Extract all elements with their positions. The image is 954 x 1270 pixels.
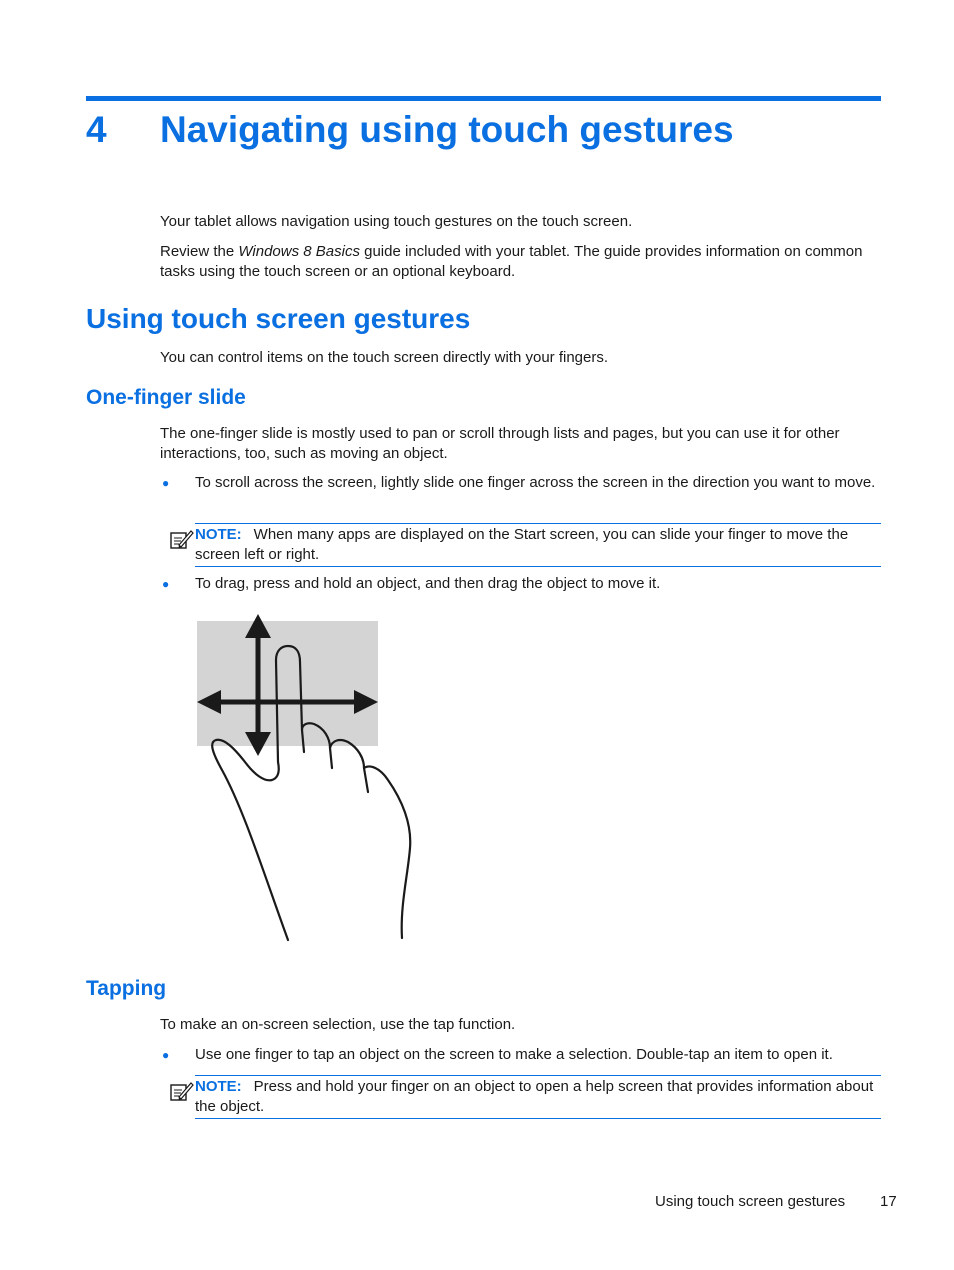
footer-section-name: Using touch screen gestures [655,1193,846,1210]
intro-2-guide-title: Windows 8 Basics [238,243,360,260]
slide-bullet-1: To scroll across the screen, lightly slide one finger across the screen in the direction you want to move. [195,474,876,491]
chapter-title: Navigating using touch gestures [160,109,734,150]
note-text: Press and hold your finger on an object to open a help screen that provides information about the object. [195,1078,874,1115]
slide-note [195,523,881,567]
chapter-rule [86,96,881,101]
note-pencil-icon [170,528,194,550]
slide-intro: The one-finger slide is mostly used to pan or scroll through lists and pages, but you can use it for other interactions, too, such as moving an object. [160,425,840,462]
subsection-title-slide: One-finger slide [86,386,246,409]
bullet-icon: ● [162,577,170,591]
bullet-icon: ● [162,476,170,490]
page-number: 17 [880,1193,897,1210]
section-intro: You can control items on the touch screen directly with your fingers. [160,349,609,366]
section-title: Using touch screen gestures [86,303,471,334]
note-label: NOTE: [195,526,242,543]
chapter-number: 4 [86,109,107,150]
tapping-intro: To make an on-screen selection, use the tap function. [160,1016,516,1033]
one-finger-slide-illustration [192,612,417,944]
note-text: When many apps are displayed on the Start screen, you can slide your finger to move the screen left or right. [195,526,849,563]
intro-2-text-after: guide included with your tablet. The guide provides information on common tasks using the touch screen or an optional keyboard. [160,243,863,280]
intro-2-text-before: Review the [160,243,239,260]
gesture-area [197,621,378,746]
slide-bullet-2: To drag, press and hold an object, and then drag the object to move it. [195,575,661,592]
subsection-title-tapping: Tapping [86,977,167,1000]
chapter-intro-2 [160,242,880,282]
tapping-bullet-1: Use one finger to tap an object on the screen to make a selection. Double-tap an item to open it. [195,1046,833,1063]
tapping-note [195,1075,881,1119]
note-pencil-icon [170,1080,194,1102]
note-label: NOTE: [195,1078,242,1095]
bullet-icon: ● [162,1048,170,1062]
chapter-intro-1: Your tablet allows navigation using touch gestures on the touch screen. [160,213,633,230]
